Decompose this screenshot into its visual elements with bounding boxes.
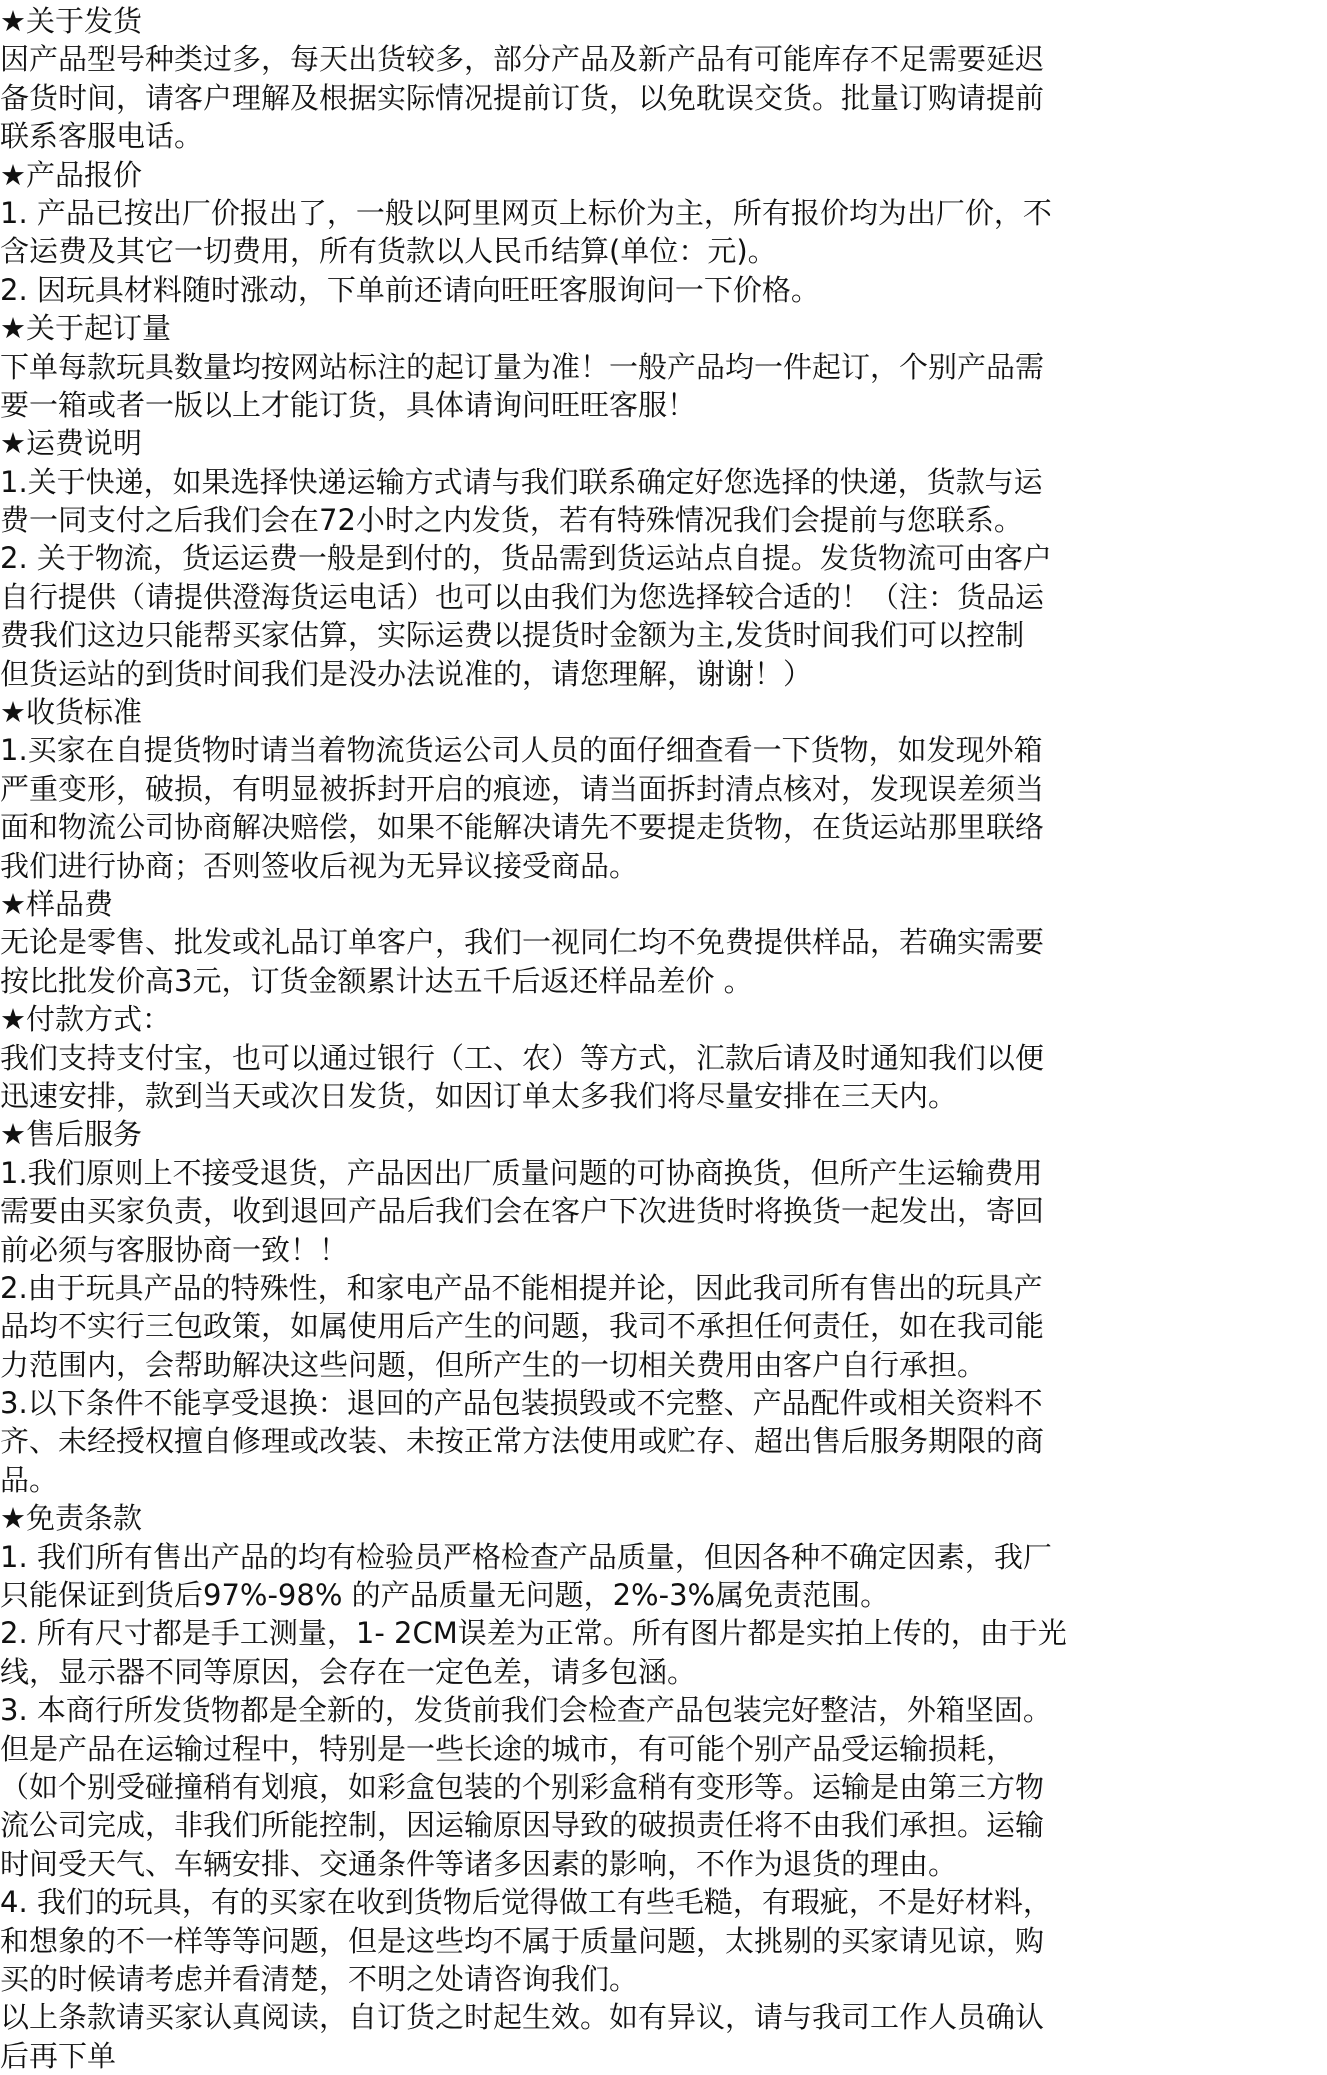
paragraph-line: 2. 所有尺寸都是手工测量，1- 2CM误差为正常。所有图片都是实拍上传的，由于光 <box>0 1616 1067 1651</box>
paragraph-line: 流公司完成，非我们所能控制，因运输原因导致的破损责任将不由我们承担。运输 <box>0 1808 1045 1843</box>
section-heading-after-sales: ★售后服务 <box>0 1117 142 1152</box>
section-heading-payment: ★付款方式： <box>0 1002 171 1037</box>
paragraph-line: 下单每款玩具数量均按网站标注的起订量为准！一般产品均一件起订，个别产品需 <box>0 349 1045 384</box>
paragraph-line: 时间受天气、车辆安排、交通条件等诸多因素的影响，不作为退货的理由。 <box>0 1846 958 1881</box>
paragraph-line: 费我们这边只能帮买家估算，实际运费以提货时金额为主,发货时间我们可以控制 <box>0 618 1025 653</box>
paragraph-line: 1.买家在自提货物时请当着物流货运公司人员的面仔细查看一下货物，如发现外箱 <box>0 733 1043 768</box>
section-heading-disclaimer: ★免责条款 <box>0 1501 142 1536</box>
paragraph-line: 联系客服电话。 <box>0 119 204 154</box>
paragraph-line: 前必须与客服协商一致！！ <box>0 1232 349 1267</box>
paragraph-line: 含运费及其它一切费用，所有货款以人民币结算(单位：元)。 <box>0 234 777 269</box>
paragraph-line: 我们支持支付宝，也可以通过银行（工、农）等方式，汇款后请及时通知我们以便 <box>0 1040 1045 1075</box>
paragraph-line: 线，显示器不同等原因，会存在一定色差，请多包涵。 <box>0 1654 697 1689</box>
paragraph-line: （如个别受碰撞稍有划痕，如彩盒包装的个别彩盒稍有变形等。运输是由第三方物 <box>0 1769 1045 1804</box>
paragraph-line: 齐、未经授权擅自修理或改装、未按正常方法使用或贮存、超出售后服务期限的商 <box>0 1424 1045 1459</box>
paragraph-line: 3.以下条件不能享受退换：退回的产品包装损毁或不完整、产品配件或相关资料不 <box>0 1386 1043 1421</box>
paragraph-line: 需要由买家负责，收到退回产品后我们会在客户下次进货时将换货一起发出，寄回 <box>0 1194 1045 1229</box>
paragraph-line: 我们进行协商；否则签收后视为无异议接受商品。 <box>0 848 639 883</box>
paragraph-line: 2. 关于物流，货运运费一般是到付的，货品需到货运站点自提。发货物流可由客户 <box>0 541 1052 576</box>
paragraph-line: 2.由于玩具产品的特殊性，和家电产品不能相提并论，因此我司所有售出的玩具产 <box>0 1270 1043 1305</box>
section-heading-receiving-standard: ★收货标准 <box>0 695 142 730</box>
paragraph-line: 2. 因玩具材料随时涨动，下单前还请向旺旺客服询问一下价格。 <box>0 272 820 307</box>
section-heading-minimum-order: ★关于起订量 <box>0 311 171 346</box>
paragraph-line: 无论是零售、批发或礼品订单客户，我们一视同仁均不免费提供样品，若确实需要 <box>0 925 1045 960</box>
closing-statement-line: 以上条款请买家认真阅读，自订货之时起生效。如有异议，请与我司工作人员确认 <box>0 2000 1045 2035</box>
paragraph-line: 严重变形，破损，有明显被拆封开启的痕迹，请当面拆封清点核对，发现误差须当 <box>0 771 1045 806</box>
paragraph-line: 自行提供（请提供澄海货运电话）也可以由我们为您选择较合适的！（注：货品运 <box>0 579 1045 614</box>
paragraph-line: 买的时候请考虑并看清楚，不明之处请咨询我们。 <box>0 1961 639 1996</box>
paragraph-line: 1.关于快递，如果选择快递运输方式请与我们联系确定好您选择的快递，货款与运 <box>0 464 1043 499</box>
paragraph-line: 3. 本商行所发货物都是全新的，发货前我们会检查产品包装完好整洁，外箱坚固。 <box>0 1693 1052 1728</box>
section-heading-shipping: ★关于发货 <box>0 4 142 38</box>
paragraph-line: 品均不实行三包政策，如属使用后产生的问题，我司不承担任何责任，如在我司能 <box>0 1309 1045 1344</box>
paragraph-line: 迅速安排，款到当天或次日发货，如因订单太多我们将尽量安排在三天内。 <box>0 1078 958 1113</box>
paragraph-line: 但是产品在运输过程中，特别是一些长途的城市，有可能个别产品受运输损耗， <box>0 1731 1016 1766</box>
paragraph-line: 要一箱或者一版以上才能订货，具体请询问旺旺客服！ <box>0 387 697 422</box>
paragraph-line: 费一同支付之后我们会在72小时之内发货，若有特殊情况我们会提前与您联系。 <box>0 503 1023 538</box>
paragraph-line: 但货运站的到货时间我们是没办法说准的，请您理解，谢谢！） <box>0 656 813 691</box>
paragraph-line: 按比批发价高3元，订货金额累计达五千后返还样品差价 。 <box>0 963 753 998</box>
section-heading-freight: ★运费说明 <box>0 426 142 461</box>
paragraph-line: 1. 我们所有售出产品的均有检验员严格检查产品质量，但因各种不确定因素，我厂 <box>0 1539 1052 1574</box>
paragraph-line: 只能保证到货后97%-98% 的产品质量无问题，2%-3%属免责范围。 <box>0 1578 890 1613</box>
paragraph-line: 品。 <box>0 1462 59 1497</box>
closing-statement-line: 后再下单 <box>0 2038 117 2073</box>
paragraph-line: 备货时间，请客户理解及根据实际情况提前订货，以免耽误交货。批量订购请提前 <box>0 80 1045 115</box>
paragraph-line: 1.我们原则上不接受退货，产品因出厂质量问题的可协商换货，但所产生运输费用 <box>0 1155 1043 1190</box>
terms-document <box>0 2 1327 2075</box>
section-heading-sample-fee: ★样品费 <box>0 886 113 921</box>
paragraph-line: 因产品型号种类过多，每天出货较多，部分产品及新产品有可能库存不足需要延迟 <box>0 42 1045 77</box>
section-heading-pricing: ★产品报价 <box>0 157 142 192</box>
paragraph-line: 力范围内，会帮助解决这些问题，但所产生的一切相关费用由客户自行承担。 <box>0 1347 987 1382</box>
paragraph-line: 面和物流公司协商解决赔偿，如果不能解决请先不要提走货物，在货运站那里联络 <box>0 810 1045 845</box>
paragraph-line: 4. 我们的玩具，有的买家在收到货物后觉得做工有些毛糙，有瑕疵，不是好材料， <box>0 1885 1052 1920</box>
paragraph-line: 和想象的不一样等等问题，但是这些均不属于质量问题，太挑剔的买家请见谅，购 <box>0 1923 1045 1958</box>
paragraph-line: 1. 产品已按出厂价报出了，一般以阿里网页上标价为主，所有报价均为出厂价，不 <box>0 195 1052 230</box>
